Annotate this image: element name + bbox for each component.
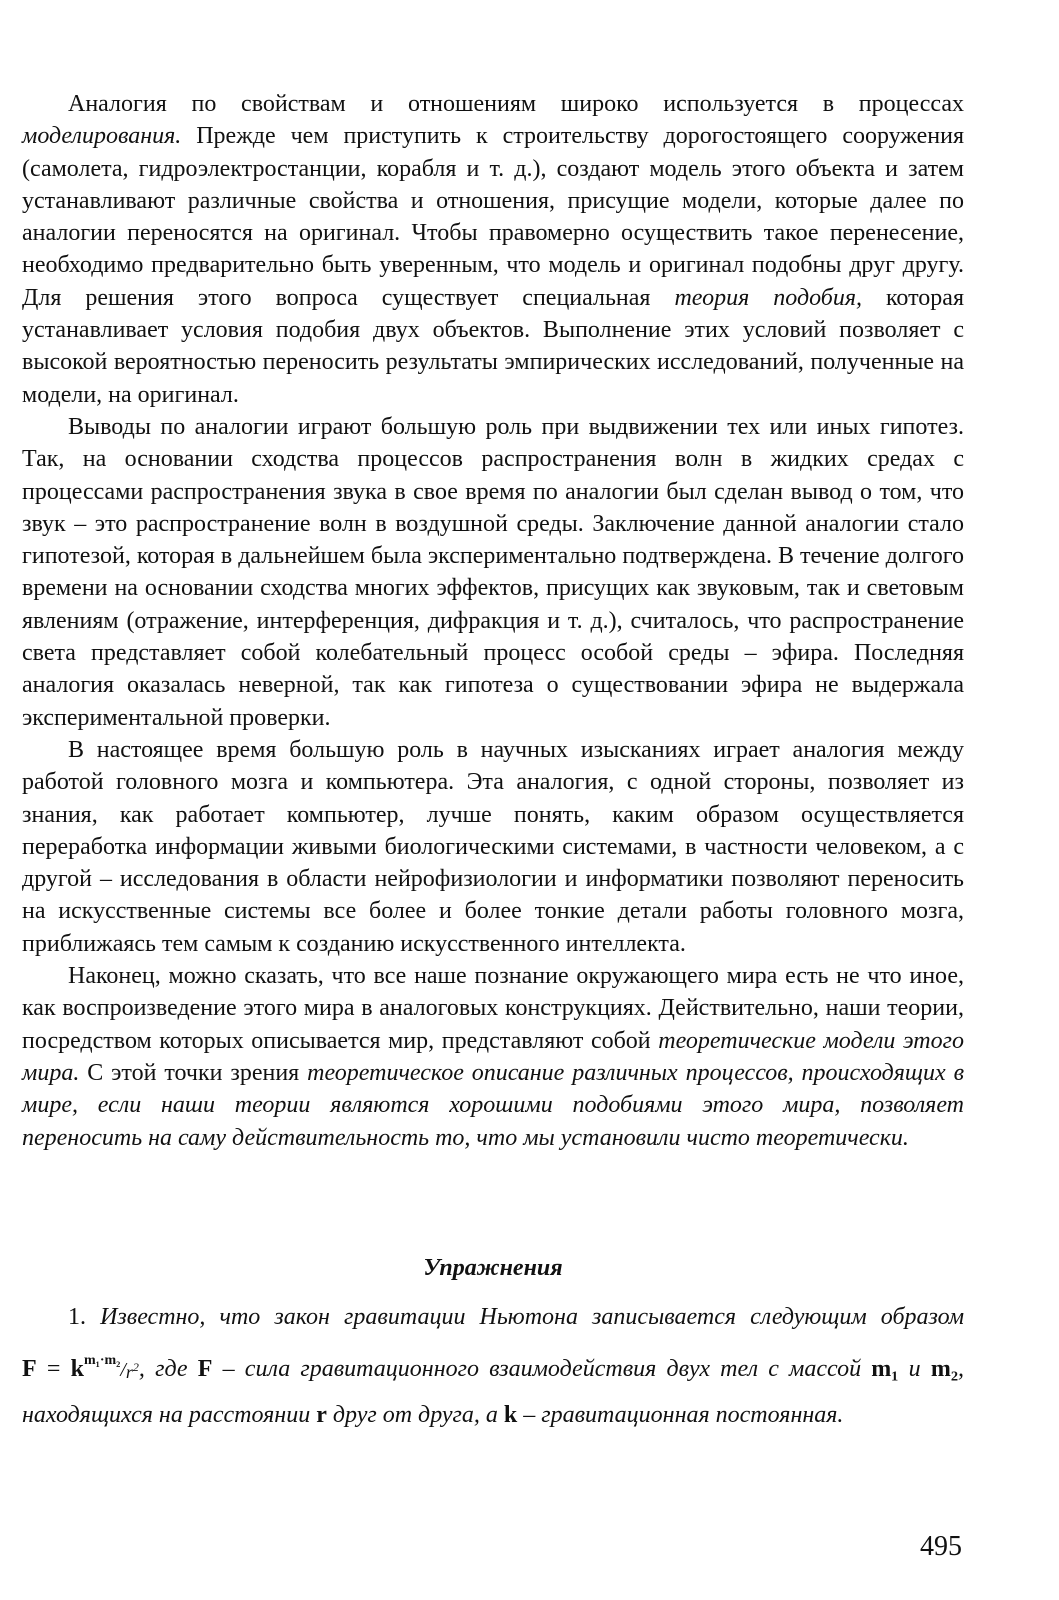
page-number: 495 [920, 1531, 962, 1562]
symbol-mass-2: m₂ [930, 1356, 959, 1382]
text-segment: Аналогия по свойствам и отношениям широко используется в процессах [68, 91, 964, 117]
section-heading: Упражнения [423, 1255, 563, 1281]
formula-force: F [22, 1356, 37, 1382]
symbol-mass-1: m₁ [871, 1356, 899, 1382]
exercise-text: , где [138, 1356, 188, 1382]
exercise-text: и [908, 1356, 921, 1382]
formula-denominator [126, 1362, 139, 1382]
italic-text-segment: моделирования. [22, 123, 182, 150]
formula-power: 2 [132, 1360, 139, 1374]
formula-slash: / [120, 1359, 126, 1381]
exercise-text: друг от друга, а [332, 1402, 498, 1428]
formula-numerator: m₁·m₂ [83, 1353, 121, 1368]
paragraph-4 [22, 960, 964, 1154]
symbol-force: F [197, 1356, 213, 1382]
formula-equals: = [46, 1356, 61, 1382]
symbol-distance: r [316, 1402, 327, 1428]
text-segment: Прежде чем приступить к строительству дорогостоящего сооружения (самолета, гидроэлектростанции, корабля и т. д.), создают модель этого объекта и затем устанавливают различные свойства и отношения, присущие модели, которые далее по аналогии переносятся на оригинал. Чтобы правомерно осуществить такое перенесение, необходимо предварительно быть уверенным, что модель и оригинал подобны друг другу. Для решения этого вопроса существует специальная [22, 123, 964, 311]
symbol-constant: k [503, 1402, 518, 1428]
paragraph-3 [22, 734, 964, 960]
text-segment: В настоящее время большую роль в научных изысканиях играет аналогия между работой головного мозга и компьютера. Эта аналогия, с одной стороны, позволяет из знания, как работает компьютер, лучше понять, каким образом осуществляется переработка информации живыми биологическими системами, в частности человеком, а с другой – исследования в области нейрофизиологии и информатики позволяют переносить на искусственные системы все более и более тонкие детали работы головного мозга, приближаясь тем самым к созданию искусственного интеллекта. [22, 736, 964, 957]
exercises-list [22, 1296, 964, 1437]
formula-constant: k [70, 1356, 84, 1382]
exercise-text: , находящихся на расстоянии [22, 1356, 965, 1428]
body-text [22, 88, 964, 1154]
exercise-text: – сила гравитационного взаимодействия двух тел с массой [222, 1356, 862, 1382]
paragraph-2 [22, 411, 964, 734]
italic-text-segment: теоретические модели этого мира. [22, 1027, 964, 1086]
text-segment: которая устанавливает условия подобия двух объектов. Выполнение этих условий позволяет с высокой вероятностью переносить результаты эмпирических исследований, полученные на модели, на оригинал. [22, 284, 964, 408]
italic-text-segment: теоретическое описание различных процессов, происходящих в мире, если наши теории являются хорошими подобиями этого мира, позволяет переносить на саму действительность то, что мы установили чисто теоретически. [22, 1059, 965, 1151]
gravity-formula [22, 1353, 139, 1382]
paragraph-1 [22, 88, 964, 411]
exercise-text: – гравитационная постоянная. [523, 1402, 844, 1428]
exercise-number: 1. [68, 1304, 86, 1330]
formula-distance: r [125, 1362, 133, 1382]
exercise-item-1 [22, 1296, 964, 1437]
italic-text-segment: теория подобия, [674, 284, 862, 311]
text-segment: С этой точки зрения [79, 1059, 308, 1086]
exercise-text: Известно, что закон гравитации Ньютона записывается следующим образом [100, 1304, 965, 1330]
text-segment: Выводы по аналогии играют большую роль при выдвижении тех или иных гипотез. Так, на основании сходства процессов распространения волн в жидких средах с процессами распространения звука в свое время по аналогии был сделан вывод о том, что звук – это распространение волн в воздушной среды. Заключение данной аналогии стало гипотезой, которая в дальнейшем была экспериментально подтверждена. В течение долгого времени на основании сходства многих эффектов, присущих как звуковым, так и световым явлениям (отражение, интерференция, дифракция и т. д.), считалось, что распространение света представляет собой колебательный процесс особой среды – эфира. Последняя аналогия оказалась неверной, так как гипотеза о существовании эфира не выдержала экспериментальной проверки. [22, 413, 964, 731]
text-segment: Наконец, можно сказать, что все наше познание окружающего мира есть не что иное, как воспроизведение этого мира в аналоговых конструкциях. Действительно, наши теории, посредством которых описывается мир, представляют собой [22, 963, 964, 1054]
